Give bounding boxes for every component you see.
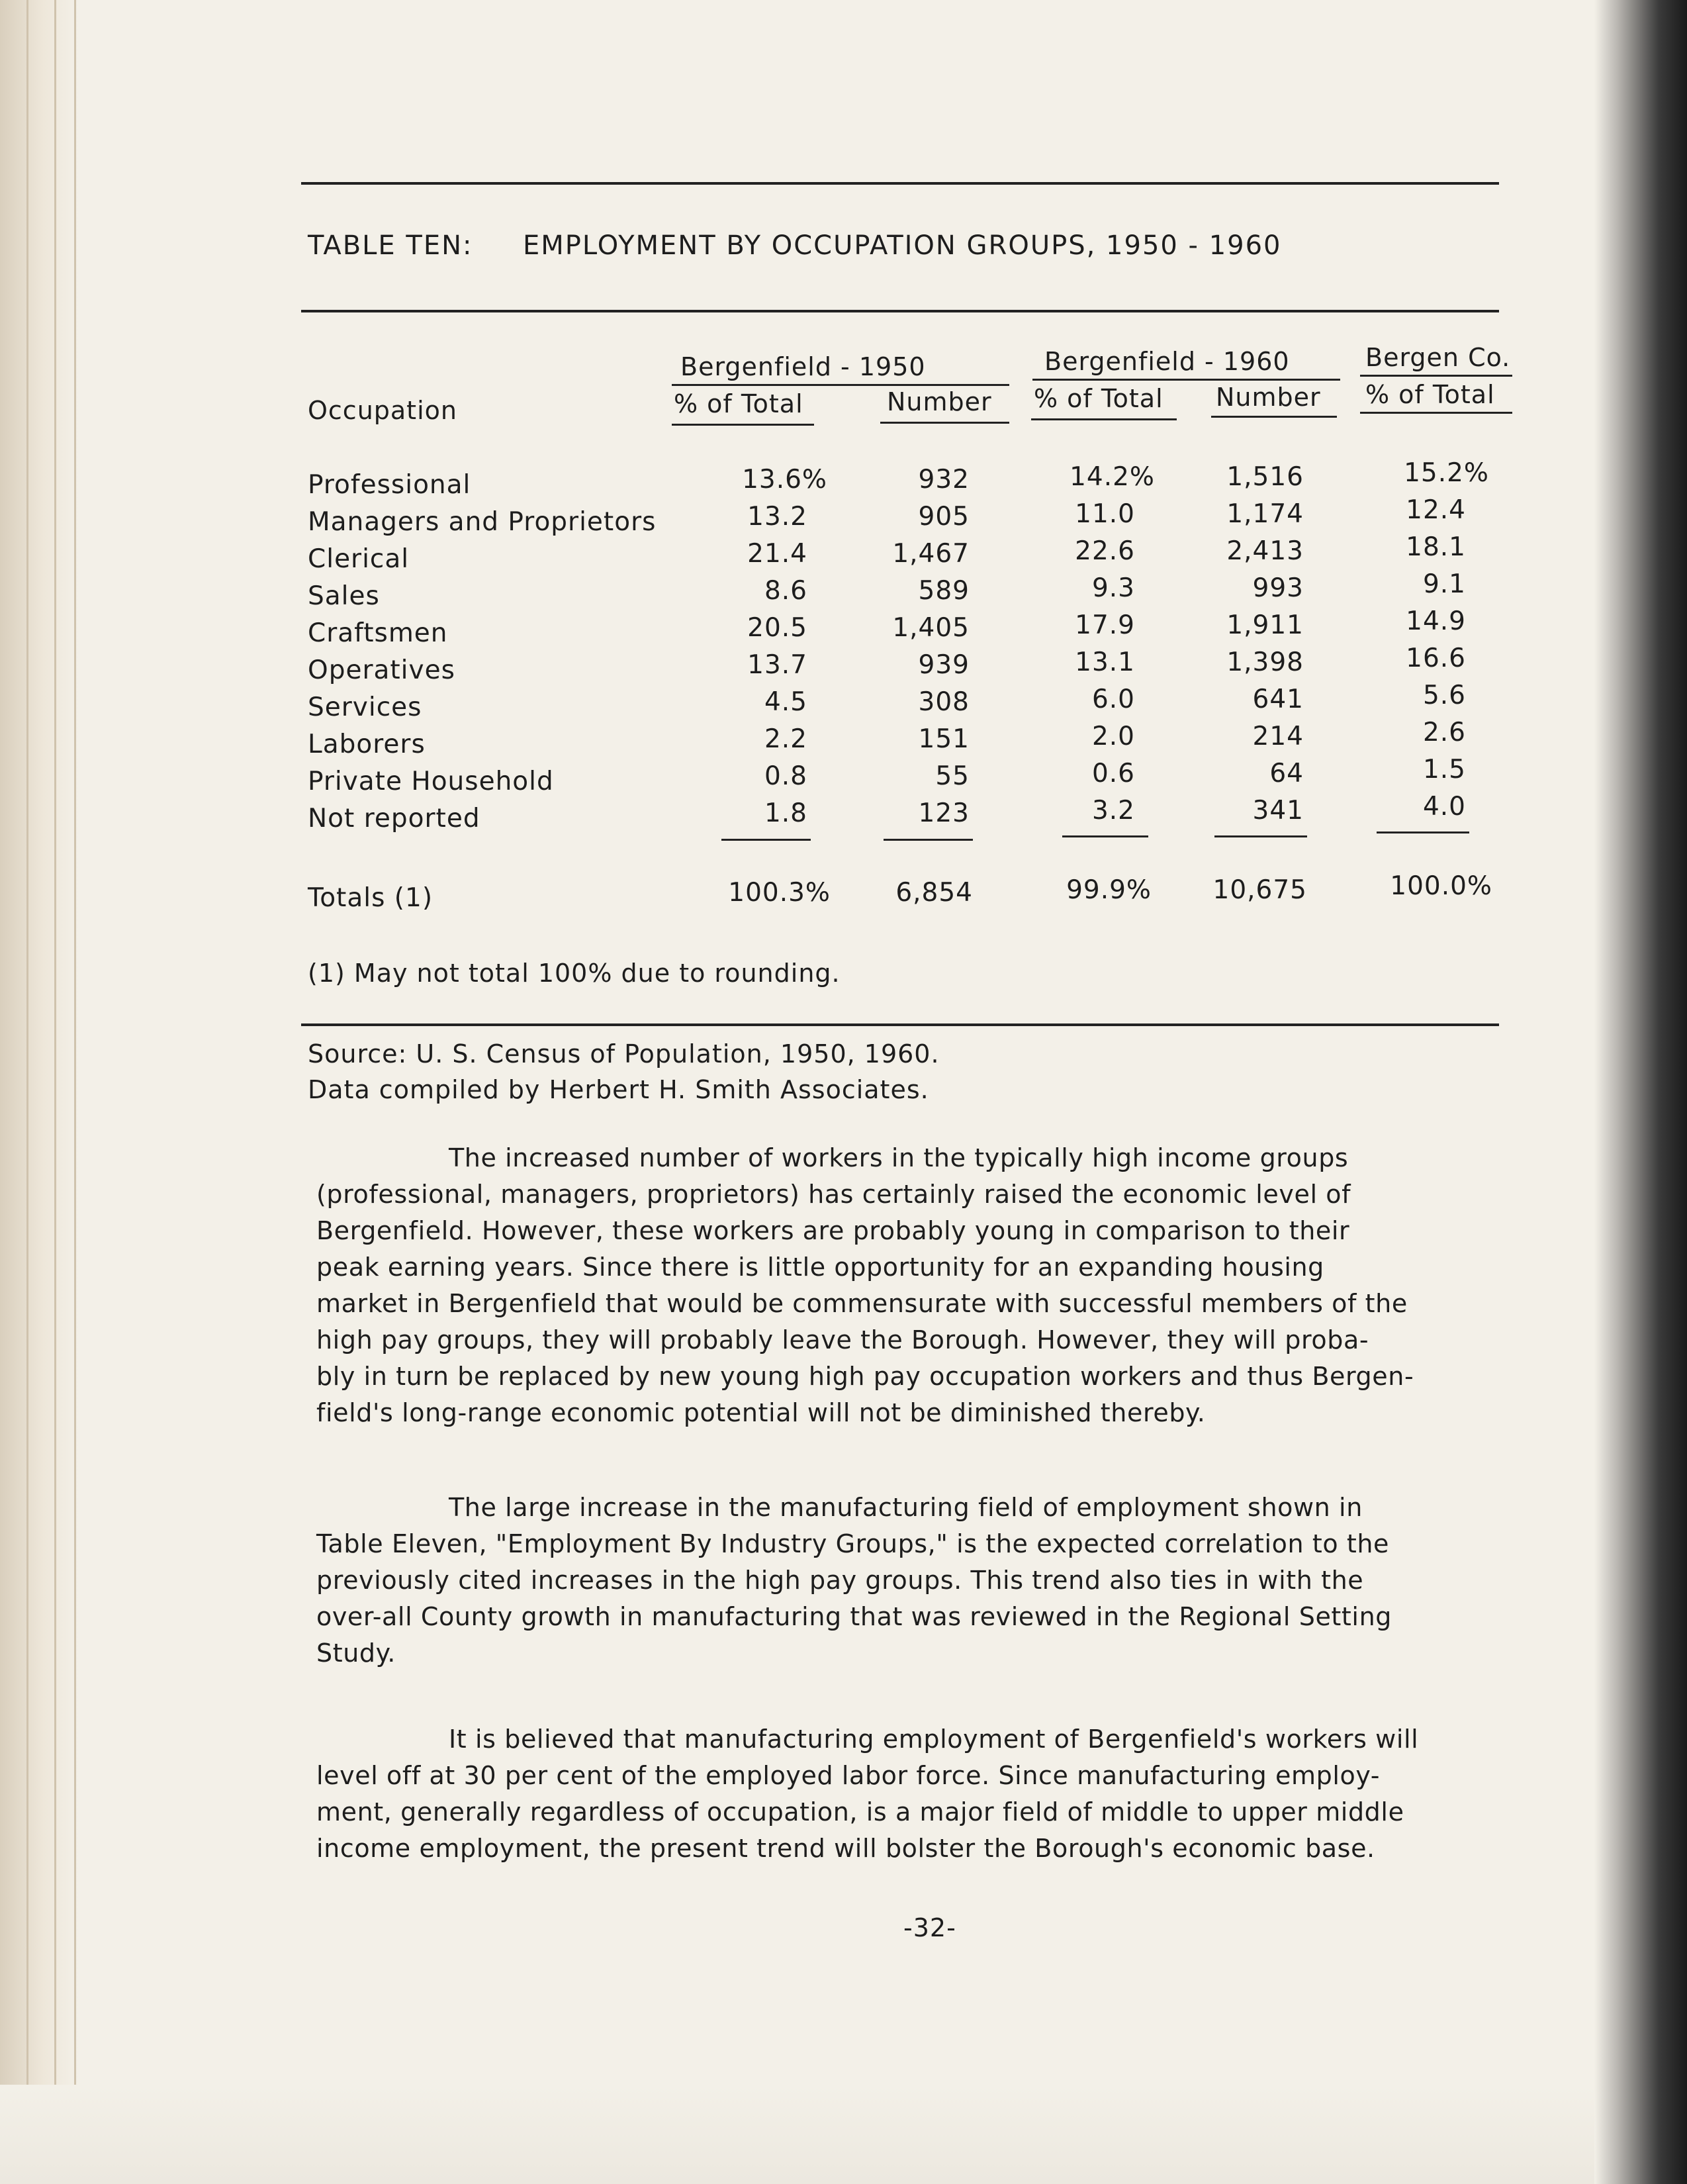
pct-county-cell: 5.6 (1422, 681, 1466, 710)
num-1960-cell: 641 (1252, 685, 1304, 714)
page-edge (54, 0, 56, 2184)
paragraph-line: high pay groups, they will probably leave the Borough. However, they will proba- (316, 1325, 1369, 1354)
pct-county-cell: 12.4 (1406, 495, 1466, 525)
occupation-cell: Craftsmen (308, 618, 448, 648)
num-1950-cell: 1,467 (892, 539, 970, 569)
totals-pct-1950: 100.3% (728, 878, 831, 908)
pct-1960-cell: 14.2% (1070, 462, 1155, 492)
column-header-num-1960: Number (1216, 383, 1321, 412)
pct-1960-cell: 6.0 (1091, 685, 1135, 714)
pct-county-cell: 9.1 (1422, 569, 1466, 599)
paragraph-line: The large increase in the manufacturing field of employment shown in (449, 1493, 1363, 1522)
occupation-cell: Clerical (308, 544, 410, 574)
sum-rule (721, 839, 811, 841)
sum-rule (1214, 835, 1307, 837)
paragraph-line: Table Eleven, "Employment By Industry Groups," is the expected correlation to the (316, 1529, 1390, 1558)
num-1960-cell: 1,911 (1226, 610, 1304, 640)
totals-pct-1960: 99.9% (1066, 875, 1152, 905)
num-1950-cell: 308 (918, 687, 970, 717)
totals-label: Totals (1) (308, 883, 433, 913)
page-edge (74, 0, 76, 2184)
pct-1960-cell: 0.6 (1091, 759, 1135, 788)
paragraph-line: bly in turn be replaced by new young high pay occupation workers and thus Bergen- (316, 1362, 1414, 1391)
pct-1960-cell: 2.0 (1091, 722, 1135, 751)
num-1960-cell: 1,516 (1226, 462, 1304, 492)
pct-county-cell: 2.6 (1422, 718, 1466, 747)
paragraph-line: income employment, the present trend will bolster the Borough's economic base. (316, 1834, 1375, 1863)
pct-1960-cell: 3.2 (1091, 796, 1135, 826)
num-1950-cell: 939 (918, 650, 970, 680)
num-1950-cell: 1,405 (892, 613, 970, 643)
num-1950-cell: 55 (935, 761, 970, 791)
table-title: EMPLOYMENT BY OCCUPATION GROUPS, 1950 - 1960 (523, 230, 1282, 261)
totals-pct-county: 100.0% (1390, 871, 1492, 901)
occupation-cell: Services (308, 692, 422, 722)
paragraph-2 (316, 1490, 1521, 1672)
occupation-cell: Laborers (308, 730, 426, 759)
group-header-rule (1360, 375, 1512, 377)
occupation-cell: Private Household (308, 767, 554, 796)
pct-1950-cell: 0.8 (764, 761, 807, 791)
paragraph-line: Study. (316, 1638, 396, 1668)
pct-1950-cell: 8.6 (764, 576, 807, 606)
num-1960-cell: 214 (1252, 722, 1304, 751)
table-footnote: (1) May not total 100% due to rounding. (308, 959, 841, 988)
paragraph-line: level off at 30 per cent of the employed labor force. Since manufacturing employ- (316, 1761, 1381, 1790)
paragraph-line: peak earning years. Since there is little opportunity for an expanding housing (316, 1253, 1324, 1282)
occupation-cell: Managers and Proprietors (308, 507, 657, 537)
column-header-pct-1950: % of Total (674, 389, 803, 418)
page-number: -32- (903, 1913, 956, 1942)
num-1960-cell: 2,413 (1226, 536, 1304, 566)
paragraph-line: over-all County growth in manufacturing that was reviewed in the Regional Setting (316, 1602, 1392, 1631)
pct-1950-cell: 4.5 (764, 687, 807, 717)
paragraph-line: Bergenfield. However, these workers are probably young in comparison to their (316, 1216, 1350, 1245)
pct-county-cell: 1.5 (1422, 755, 1466, 784)
occupation-cell: Sales (308, 581, 380, 611)
pct-county-cell: 14.9 (1406, 606, 1466, 636)
paragraph-3 (316, 1721, 1521, 1867)
pct-county-cell: 18.1 (1406, 532, 1466, 562)
pct-1950-cell: 21.4 (747, 539, 807, 569)
num-1960-cell: 341 (1252, 796, 1304, 826)
group-header-1960: Bergenfield - 1960 (1044, 347, 1290, 376)
page-edge (26, 0, 28, 2184)
sum-rule (1377, 831, 1469, 833)
pct-1960-cell: 9.3 (1091, 573, 1135, 603)
table-title-label: TABLE TEN: (308, 230, 473, 261)
scan-shadow (1594, 0, 1687, 2184)
occupation-cell: Professional (308, 470, 471, 500)
pct-county-cell: 15.2% (1404, 458, 1489, 488)
column-header-rule (672, 424, 814, 426)
group-header-rule (1032, 379, 1340, 381)
top-rule (301, 182, 1499, 185)
group-header-county: Bergen Co. (1365, 343, 1511, 372)
num-1960-cell: 1,398 (1226, 647, 1304, 677)
pct-1950-cell: 13.6% (742, 465, 827, 495)
pct-1960-cell: 22.6 (1075, 536, 1135, 566)
pct-1950-cell: 2.2 (764, 724, 807, 754)
num-1950-cell: 589 (918, 576, 970, 606)
pct-1950-cell: 20.5 (747, 613, 807, 643)
paragraph-line: ment, generally regardless of occupation, is a major field of middle to upper middle (316, 1797, 1404, 1827)
title-rule (301, 310, 1499, 312)
paragraph-line: The increased number of workers in the typically high income groups (449, 1143, 1349, 1172)
pct-1960-cell: 17.9 (1075, 610, 1135, 640)
sum-rule (1062, 835, 1148, 837)
occupation-cell: Operatives (308, 655, 455, 685)
group-header-rule (672, 384, 1009, 386)
totals-num-1960: 10,675 (1212, 875, 1307, 905)
num-1960-cell: 1,174 (1226, 499, 1304, 529)
pct-1960-cell: 13.1 (1075, 647, 1135, 677)
pct-county-cell: 16.6 (1406, 643, 1466, 673)
column-header-rule (1031, 418, 1177, 420)
source-line: Source: U. S. Census of Population, 1950, 1960. (308, 1039, 940, 1068)
sum-rule (884, 839, 973, 841)
num-1960-cell: 993 (1252, 573, 1304, 603)
page-binding-shadow (0, 0, 79, 2184)
column-header-rule (1360, 412, 1512, 414)
paragraph-line: (professional, managers, proprietors) has certainly raised the economic level of (316, 1180, 1351, 1209)
pct-1950-cell: 13.7 (747, 650, 807, 680)
column-header-occupation: Occupation (308, 396, 457, 425)
pct-1950-cell: 13.2 (747, 502, 807, 532)
page-bottom-edge (0, 2085, 1687, 2184)
pct-county-cell: 4.0 (1422, 792, 1466, 822)
occupation-cell: Not reported (308, 804, 480, 833)
num-1960-cell: 64 (1269, 759, 1304, 788)
column-header-rule (880, 422, 1009, 424)
source-line: Data compiled by Herbert H. Smith Associates. (308, 1075, 929, 1104)
column-header-pct-county: % of Total (1365, 380, 1495, 409)
paragraph-line: field's long-range economic potential will not be diminished thereby. (316, 1398, 1206, 1427)
pct-1950-cell: 1.8 (764, 798, 807, 828)
column-header-rule (1211, 416, 1337, 418)
column-header-pct-1960: % of Total (1034, 384, 1163, 413)
group-header-1950: Bergenfield - 1950 (680, 352, 926, 381)
num-1950-cell: 932 (918, 465, 970, 495)
num-1950-cell: 905 (918, 502, 970, 532)
paragraph-1 (316, 1140, 1521, 1431)
column-header-num-1950: Number (887, 387, 992, 416)
pct-1960-cell: 11.0 (1075, 499, 1135, 529)
totals-num-1950: 6,854 (895, 878, 973, 908)
num-1950-cell: 123 (918, 798, 970, 828)
source-rule (301, 1023, 1499, 1026)
paragraph-line: It is believed that manufacturing employment of Bergenfield's workers will (449, 1725, 1419, 1754)
paragraph-line: previously cited increases in the high pay groups. This trend also ties in with the (316, 1566, 1364, 1595)
num-1950-cell: 151 (918, 724, 970, 754)
paragraph-line: market in Bergenfield that would be commensurate with successful members of the (316, 1289, 1408, 1318)
